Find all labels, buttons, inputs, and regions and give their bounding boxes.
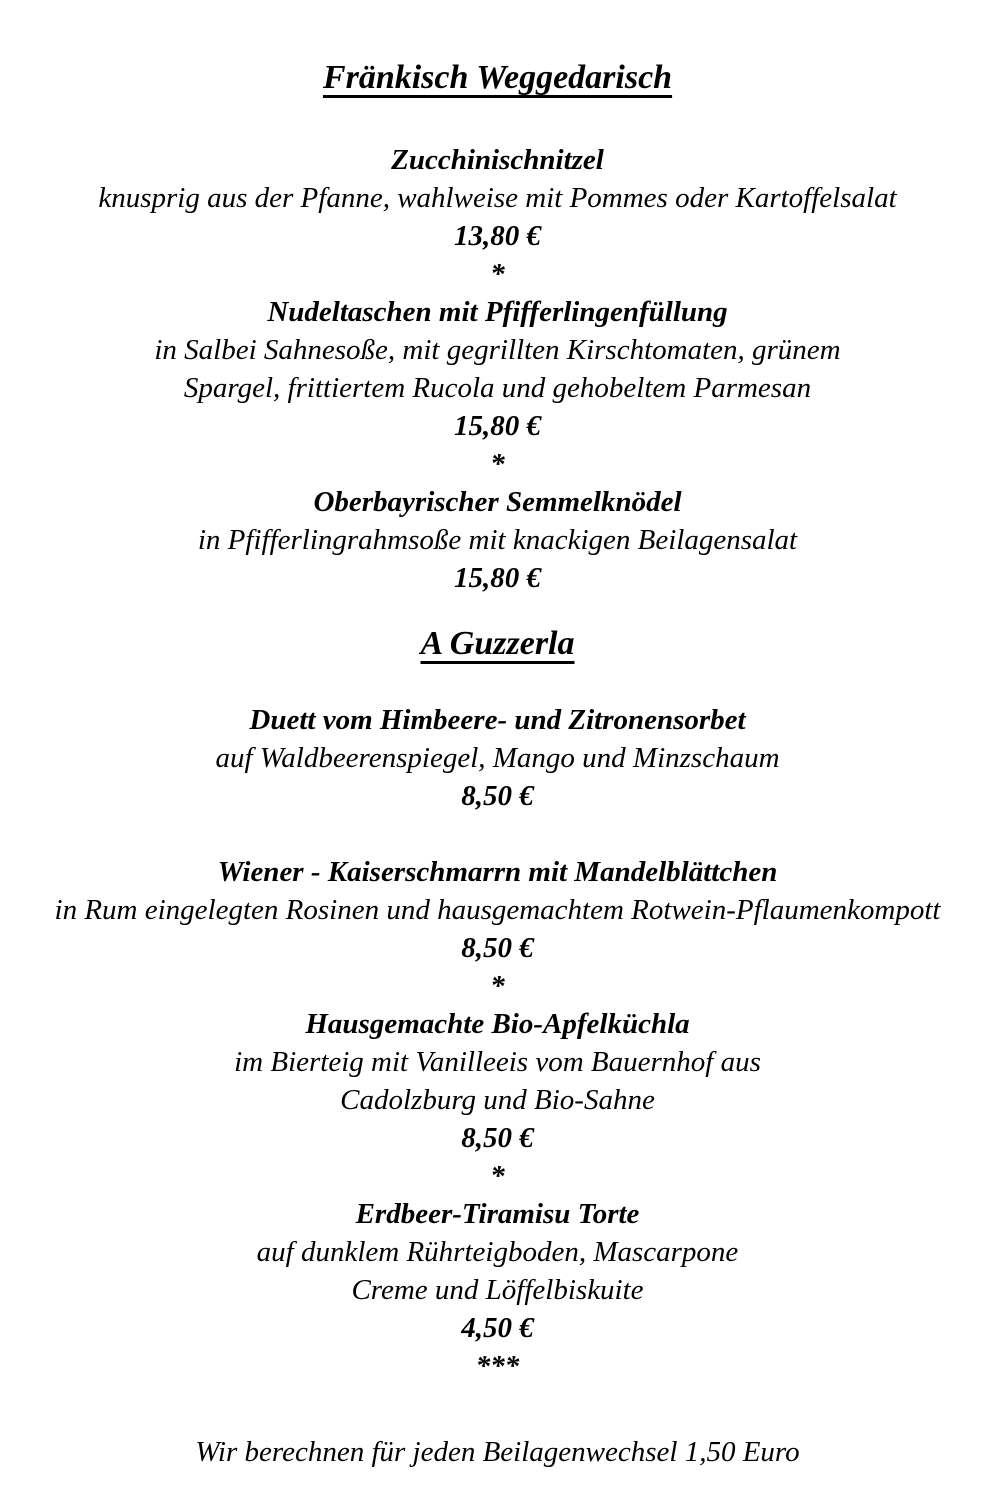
menu-item-semmelknoedel — [0, 483, 995, 597]
dish-description-line: Cadolzburg und Bio-Sahne — [340, 1084, 655, 1116]
dish-description-line: in Rum eingelegten Rosinen und hausgemachtem Rotwein-Pflaumenkompott — [54, 894, 941, 926]
section-heading-fraenkisch-weggedarisch: Fränkisch Weggedarisch — [322, 59, 673, 96]
dish-description-line: in Pfifferlingrahmsoße mit knackigen Beilagensalat — [197, 524, 798, 556]
dish-price: 15,80 € — [454, 562, 541, 594]
dish-description-line: Spargel, frittiertem Rucola und gehobeltem Parmesan — [183, 372, 812, 404]
dish-description-line: auf dunklem Rührteigboden, Mascarpone — [256, 1236, 739, 1268]
dish-name: Erdbeer-Tiramisu Torte — [355, 1198, 640, 1230]
dish-description-line: in Salbei Sahnesoße, mit gegrillten Kirschtomaten, grünem — [154, 334, 841, 366]
dish-description-line: auf Waldbeerenspiegel, Mango und Minzschaum — [215, 742, 780, 774]
item-separator: *** — [475, 1350, 520, 1382]
item-separator: * — [490, 970, 505, 1002]
menu-item-apfelkuechla — [0, 1005, 995, 1195]
dish-name: Duett vom Himbeere- und Zitronensorbet — [249, 704, 746, 736]
footer-note: Wir berechnen für jeden Beilagenwechsel 1,50 Euro — [195, 1436, 800, 1468]
dish-name: Wiener - Kaiserschmarrn mit Mandelblättchen — [217, 856, 778, 888]
dish-price: 15,80 € — [454, 410, 541, 442]
dish-description-line: Creme und Löffelbiskuite — [351, 1274, 644, 1306]
section-fraenkisch-weggedarisch — [0, 141, 995, 597]
menu-item-sorbet-duett — [0, 701, 995, 815]
dish-name: Nudeltaschen mit Pfifferlingenfüllung — [267, 296, 728, 328]
spacer — [0, 815, 995, 853]
menu-item-zucchinischnitzel — [0, 141, 995, 293]
menu-item-erdbeer-tiramisu — [0, 1195, 995, 1385]
dish-price: 8,50 € — [461, 780, 534, 812]
section-a-guzzerla — [0, 701, 995, 1385]
dish-name: Hausgemachte Bio-Apfelküchla — [305, 1008, 690, 1040]
item-separator: * — [490, 258, 505, 290]
dish-price: 8,50 € — [461, 932, 534, 964]
menu-item-kaiserschmarrn — [0, 853, 995, 1005]
dish-price: 4,50 € — [461, 1312, 534, 1344]
menu-item-nudeltaschen — [0, 293, 995, 483]
dish-price: 8,50 € — [461, 1122, 534, 1154]
dish-description-line: knusprig aus der Pfanne, wahlweise mit Pommes oder Kartoffelsalat — [98, 182, 897, 214]
dish-price: 13,80 € — [454, 220, 541, 252]
dish-name: Oberbayrischer Semmelknödel — [313, 486, 682, 518]
section-heading-a-guzzerla: A Guzzerla — [420, 625, 575, 662]
item-separator: * — [490, 448, 505, 480]
item-separator: * — [490, 1160, 505, 1192]
dish-name: Zucchinischnitzel — [391, 144, 604, 176]
dish-description-line: im Bierteig mit Vanilleeis vom Bauernhof aus — [234, 1046, 761, 1078]
